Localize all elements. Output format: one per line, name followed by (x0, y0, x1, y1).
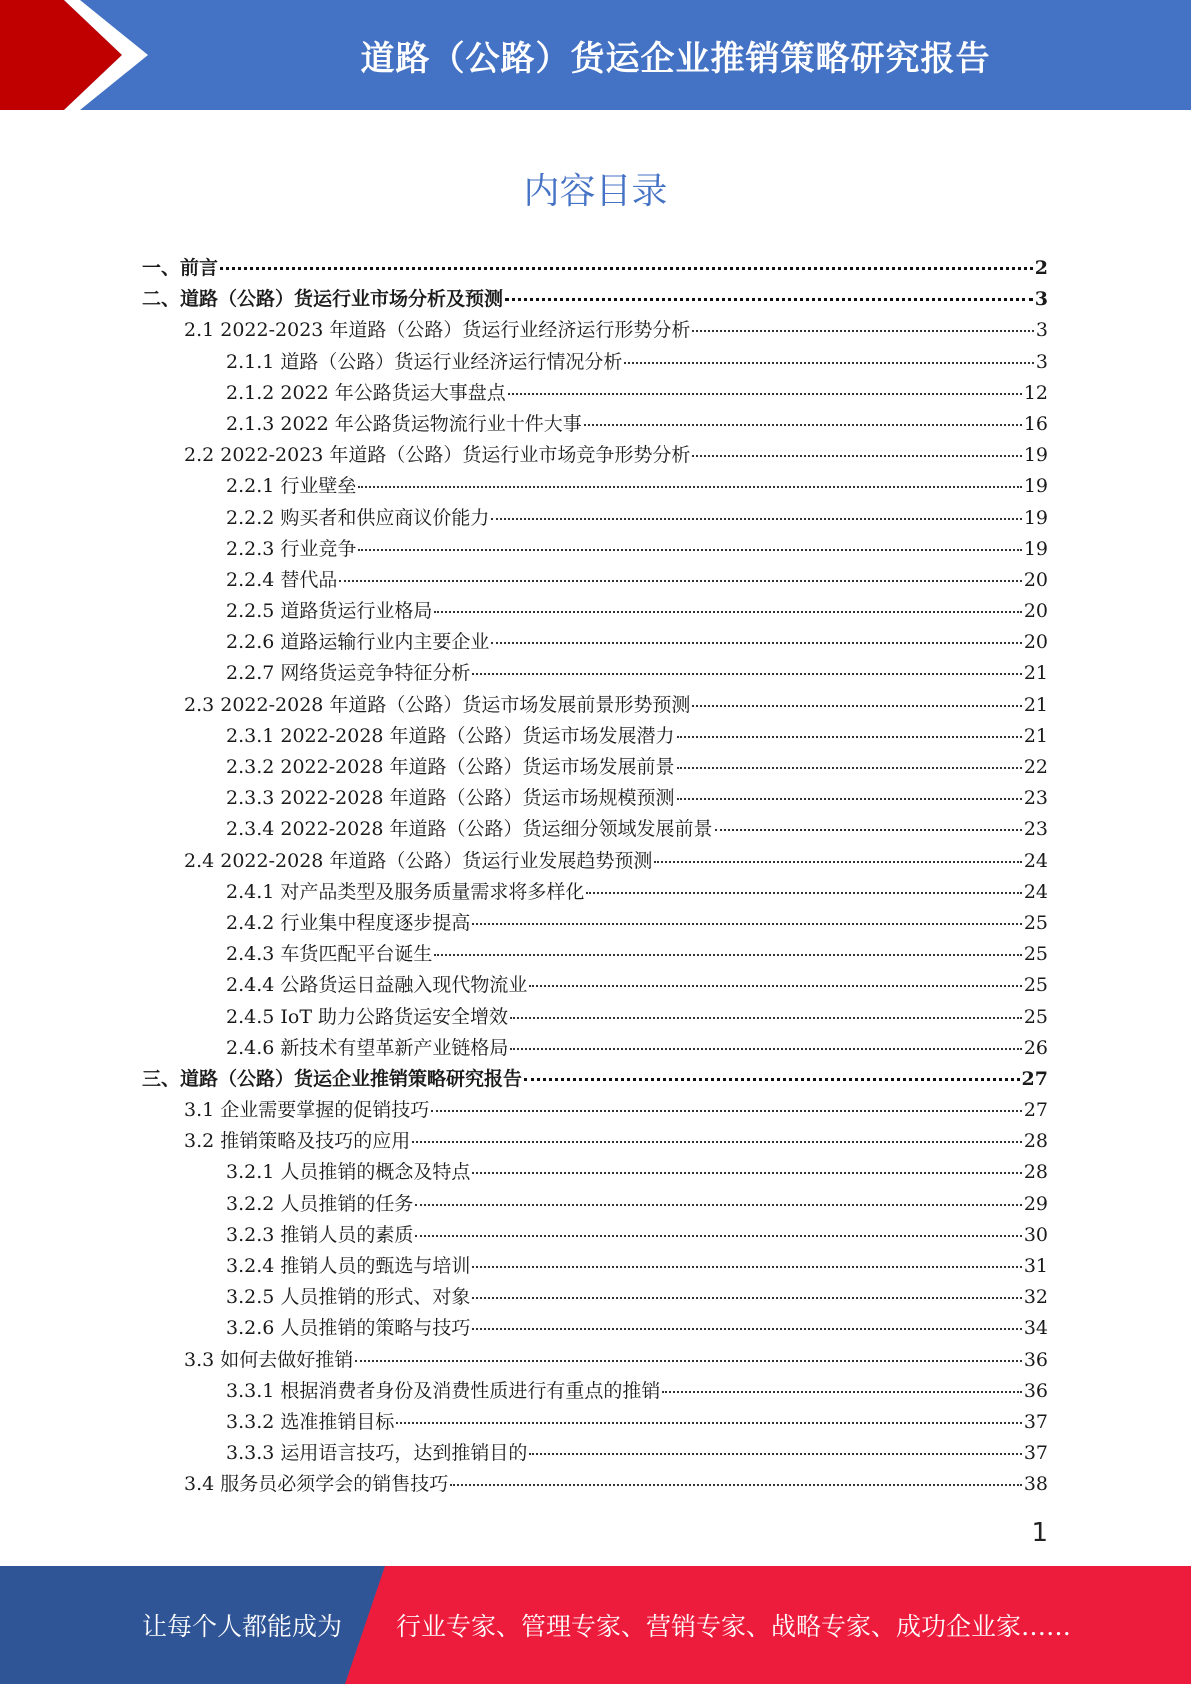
toc-entry-label: 2.1.2 2022 年公路货运大事盘点 (226, 381, 506, 404)
toc-entry-page: 16 (1023, 412, 1048, 435)
toc-entry-label: 2.3 2022-2028 年道路（公路）货运市场发展前景形势预测 (184, 693, 691, 716)
toc-entry-page: 20 (1023, 631, 1048, 654)
toc-leader-dots (472, 923, 1021, 925)
toc-entry[interactable] (142, 347, 1048, 378)
toc-entry[interactable] (142, 409, 1048, 440)
toc-leader-dots (510, 1048, 1021, 1050)
toc-entry[interactable] (142, 1126, 1048, 1157)
toc-entry-label: 3.4 服务员必须学会的销售技巧 (184, 1473, 449, 1496)
toc-entry-label: 2.2.6 道路运输行业内主要企业 (226, 631, 490, 654)
toc-entry-page: 19 (1023, 475, 1048, 498)
toc-entry[interactable] (142, 814, 1048, 845)
toc-entry-page: 20 (1023, 600, 1048, 623)
toc-leader-dots (412, 1141, 1022, 1143)
toc-leader-dots (508, 393, 1022, 395)
toc-entry-label: 2.4 2022-2028 年道路（公路）货运行业发展趋势预测 (184, 849, 653, 872)
toc-entry[interactable] (142, 284, 1048, 315)
report-title: 道路（公路）货运企业推销策略研究报告 (360, 38, 991, 79)
toc-entry-page: 27 (1021, 1067, 1048, 1090)
toc-leader-dots (529, 985, 1021, 987)
toc-entry-label: 2.4.2 行业集中程度逐步提高 (226, 911, 471, 934)
toc-leader-dots (472, 1328, 1021, 1330)
toc-leader-dots (434, 954, 1021, 956)
toc-heading: 内容目录 (523, 171, 668, 212)
toc-entry[interactable] (142, 1002, 1048, 1033)
toc-entry[interactable] (142, 1157, 1048, 1188)
toc-entry[interactable] (142, 440, 1048, 471)
toc-entry-label: 2.2.2 购买者和供应商议价能力 (226, 506, 490, 529)
toc-entry[interactable] (142, 690, 1048, 721)
toc-entry-page: 21 (1023, 662, 1048, 685)
toc-entry[interactable] (142, 783, 1048, 814)
toc-leader-dots (677, 798, 1022, 800)
toc-entry-label: 3.3 如何去做好推销 (184, 1348, 354, 1371)
toc-entry-label: 3.2.3 推销人员的素质 (226, 1223, 414, 1246)
toc-leader-dots (355, 1360, 1022, 1362)
toc-entry-page: 29 (1023, 1192, 1048, 1215)
toc-entry[interactable] (142, 471, 1048, 502)
toc-leader-dots (692, 705, 1021, 707)
toc-leader-dots (692, 455, 1021, 457)
toc-entry-label: 3.2.2 人员推销的任务 (226, 1192, 414, 1215)
toc-leader-dots (505, 298, 1033, 301)
toc-leader-dots (584, 424, 1022, 426)
toc-entry-page: 25 (1023, 911, 1048, 934)
toc-entry-page: 19 (1023, 506, 1048, 529)
toc-leader-dots (358, 549, 1021, 551)
toc-entry-page: 25 (1023, 943, 1048, 966)
toc-entry[interactable] (142, 253, 1048, 284)
toc-entry-label: 2.3.1 2022-2028 年道路（公路）货运市场发展潜力 (226, 724, 675, 747)
toc-entry-label: 2.1.1 道路（公路）货运行业经济运行情况分析 (226, 350, 623, 373)
toc-entry-page: 25 (1023, 974, 1048, 997)
toc-entry-label: 2.3.4 2022-2028 年道路（公路）货运细分领域发展前景 (226, 818, 713, 841)
toc-leader-dots (677, 736, 1022, 738)
toc-leader-dots (677, 767, 1022, 769)
toc-leader-dots (431, 1110, 1022, 1112)
toc-entry-page: 23 (1023, 787, 1048, 810)
toc-entry-label: 3.1 企业需要掌握的促销技巧 (184, 1099, 430, 1122)
toc-entry-page: 19 (1023, 444, 1048, 467)
toc-entry-page: 3 (1035, 350, 1048, 373)
toc-entry-page: 30 (1023, 1223, 1048, 1246)
toc-leader-dots (415, 1235, 1021, 1237)
footer-slogan-right: 行业专家、管理专家、营销专家、战略专家、成功企业家…… (396, 1612, 1072, 1641)
toc-entry-page: 24 (1023, 880, 1048, 903)
toc-entry-label: 3.2.5 人员推销的形式、对象 (226, 1286, 471, 1309)
toc-entry[interactable] (142, 1469, 1048, 1500)
toc-entry-page: 28 (1023, 1130, 1048, 1153)
toc-entry-page: 25 (1023, 1005, 1048, 1028)
toc-entry-label: 2.3.2 2022-2028 年道路（公路）货运市场发展前景 (226, 756, 675, 778)
toc-entry[interactable] (142, 846, 1048, 877)
toc-entry[interactable] (142, 1095, 1048, 1126)
toc-entry-label: 2.1.3 2022 年公路货运物流行业十件大事 (226, 412, 582, 435)
toc-entry-label: 2.4.6 新技术有望革新产业链格局 (226, 1036, 509, 1059)
toc-entry-page: 19 (1023, 537, 1048, 560)
toc-entry-label: 3.2.1 人员推销的概念及特点 (226, 1161, 471, 1184)
toc-entry-label: 2.4.5 IoT 助力公路货运安全增效 (226, 1005, 509, 1028)
toc-entry-label: 2.2.5 道路货运行业格局 (226, 600, 433, 623)
toc-entry[interactable] (142, 1064, 1048, 1095)
toc-entry-page: 21 (1023, 693, 1048, 716)
toc-entry-label: 2.2.7 网络货运竞争特征分析 (226, 662, 471, 685)
toc-leader-dots (624, 362, 1034, 364)
toc-leader-dots (654, 861, 1021, 863)
toc-leader-dots (396, 1422, 1021, 1424)
toc-entry-label: 2.4.1 对产品类型及服务质量需求将多样化 (226, 880, 585, 903)
toc-leader-dots (339, 580, 1021, 582)
header-arrow-decoration (0, 0, 160, 110)
toc-entry-page: 2 (1034, 257, 1048, 279)
toc-entry[interactable] (142, 596, 1048, 627)
toc-entry-label: 一、前言 (142, 257, 219, 279)
toc-entry-page: 12 (1023, 381, 1048, 404)
toc-entry[interactable] (142, 534, 1048, 565)
toc-leader-dots (358, 486, 1021, 488)
toc-entry[interactable] (142, 721, 1048, 752)
toc-leader-dots (472, 673, 1021, 675)
toc-entry-page: 3 (1035, 319, 1048, 342)
toc-entry-label: 3.3.3 运用语言技巧，达到推销目的 (226, 1442, 528, 1465)
toc-leader-dots (586, 892, 1021, 894)
toc-entry-label: 3.2.6 人员推销的策略与技巧 (226, 1317, 471, 1340)
toc-entry[interactable] (142, 1282, 1048, 1313)
toc-leader-dots (220, 267, 1033, 270)
header-banner (0, 0, 1191, 110)
toc-leader-dots (491, 642, 1021, 644)
toc-entry[interactable] (142, 1407, 1048, 1438)
toc-entry-page: 23 (1023, 818, 1048, 841)
table-of-contents (142, 253, 1048, 1501)
toc-leader-dots (529, 1453, 1021, 1455)
toc-entry[interactable] (142, 1189, 1048, 1220)
toc-entry[interactable] (142, 378, 1048, 409)
toc-entry-label: 3.2.4 推销人员的甄选与培训 (226, 1255, 471, 1277)
toc-entry-label: 3.3.1 根据消费者身份及消费性质进行有重点的推销 (226, 1379, 661, 1402)
toc-entry-page: 36 (1023, 1379, 1048, 1402)
toc-leader-dots (491, 518, 1021, 520)
toc-entry-page: 22 (1023, 756, 1048, 778)
toc-entry-label: 三、道路（公路）货运企业推销策略研究报告 (142, 1067, 523, 1090)
toc-leader-dots (472, 1297, 1021, 1299)
toc-entry-page: 26 (1023, 1036, 1048, 1059)
toc-leader-dots (472, 1266, 1021, 1268)
footer-banner (0, 1566, 1191, 1684)
toc-leader-dots (434, 611, 1021, 613)
toc-entry-page: 38 (1023, 1473, 1048, 1496)
toc-entry[interactable] (142, 752, 1048, 783)
toc-entry-page: 31 (1023, 1255, 1048, 1277)
toc-leader-dots (510, 1017, 1022, 1019)
toc-leader-dots (692, 330, 1033, 332)
toc-entry[interactable] (142, 1220, 1048, 1251)
toc-entry[interactable] (142, 658, 1048, 689)
toc-entry[interactable] (142, 565, 1048, 596)
footer-slogan-left: 让每个人都能成为 (142, 1612, 343, 1641)
toc-entry-label: 3.3.2 选准推销目标 (226, 1410, 395, 1433)
toc-entry-page: 27 (1023, 1099, 1048, 1122)
toc-entry-label: 二、道路（公路）货运行业市场分析及预测 (142, 288, 504, 311)
toc-entry[interactable] (142, 939, 1048, 970)
toc-entry[interactable] (142, 908, 1048, 939)
toc-entry[interactable] (142, 877, 1048, 908)
toc-entry-page: 28 (1023, 1161, 1048, 1184)
toc-leader-dots (662, 1391, 1021, 1393)
toc-entry-label: 2.2.3 行业竞争 (226, 537, 357, 560)
toc-entry-label: 2.4.4 公路货运日益融入现代物流业 (226, 974, 528, 997)
toc-leader-dots (472, 1172, 1021, 1174)
toc-entry[interactable] (142, 1345, 1048, 1376)
toc-entry-page: 37 (1023, 1410, 1048, 1433)
toc-leader-dots (715, 829, 1022, 831)
toc-entry[interactable] (142, 1033, 1048, 1064)
toc-entry-label: 2.4.3 车货匹配平台诞生 (226, 943, 433, 966)
toc-entry[interactable] (142, 970, 1048, 1001)
toc-entry-page: 34 (1023, 1317, 1048, 1340)
toc-entry-label: 2.2.4 替代品 (226, 568, 338, 591)
toc-entry[interactable] (142, 627, 1048, 658)
page-number: 1 (1031, 1518, 1048, 1548)
toc-entry-page: 32 (1023, 1286, 1048, 1309)
toc-entry[interactable] (142, 1376, 1048, 1407)
toc-leader-dots (524, 1078, 1020, 1081)
toc-entry-page: 36 (1023, 1348, 1048, 1371)
toc-entry-label: 2.1 2022-2023 年道路（公路）货运行业经济运行形势分析 (184, 319, 691, 342)
toc-entry-page: 24 (1023, 849, 1048, 872)
toc-entry-label: 3.2 推销策略及技巧的应用 (184, 1130, 411, 1153)
toc-entry[interactable] (142, 1313, 1048, 1344)
toc-entry-page: 3 (1034, 288, 1048, 311)
toc-entry-label: 2.2 2022-2023 年道路（公路）货运行业市场竞争形势分析 (184, 444, 691, 467)
toc-leader-dots (415, 1204, 1021, 1206)
toc-entry-label: 2.3.3 2022-2028 年道路（公路）货运市场规模预测 (226, 787, 675, 810)
toc-entry-page: 37 (1023, 1442, 1048, 1465)
toc-entry-page: 20 (1023, 568, 1048, 591)
toc-entry[interactable] (142, 503, 1048, 534)
toc-entry-label: 2.2.1 行业壁垒 (226, 475, 357, 498)
toc-entry[interactable] (142, 315, 1048, 346)
toc-entry-page: 21 (1023, 724, 1048, 747)
toc-leader-dots (450, 1484, 1022, 1486)
toc-entry[interactable] (142, 1251, 1048, 1282)
toc-entry[interactable] (142, 1438, 1048, 1469)
